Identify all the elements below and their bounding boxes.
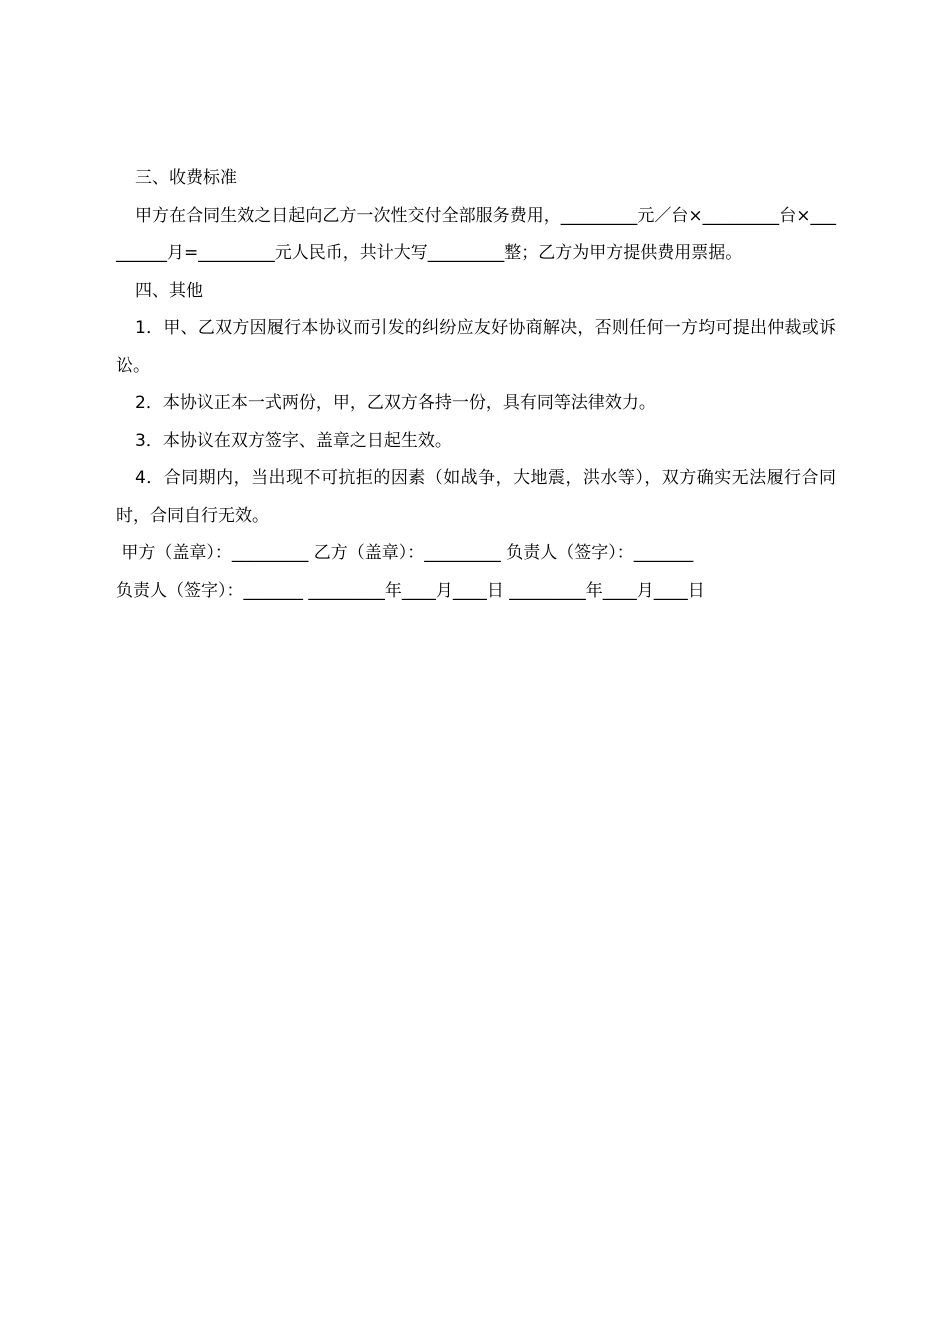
signature-line-dates: 负责人（签字）：_______ _________年____月____日 _________年____月____日 <box>116 580 705 601</box>
signature-line-parties: 甲方（盖章）：_________ 乙方（盖章）：_________ 负责人（签字）：_______ <box>116 543 694 563</box>
fee-standard-paragraph: 甲方在合同生效之日起向乙方一次性交付全部服务费用，_________元／台×_________台×_________月=_________元人民币，共计大写_________整；乙方为甲方提供费用票据。 <box>116 205 836 263</box>
clause-copies: 2．本协议正本一式两份，甲，乙双方各持一份，具有同等法律效力。 <box>135 393 656 413</box>
clause-force-majeure: 4．合同期内，当出现不可抗拒的因素（如战争，大地震，洪水等），双方确实无法履行合同时，合同自行无效。 <box>116 468 836 526</box>
clause-effective-date: 3．本协议在双方签字、盖章之日起生效。 <box>135 430 452 451</box>
contract-page <box>116 160 836 610</box>
section-three-heading: 三、收费标准 <box>135 168 237 188</box>
clause-dispute-resolution: 1．甲、乙双方因履行本协议而引发的纠纷应友好协商解决，否则任何一方均可提出仲裁或诉讼。 <box>116 318 836 376</box>
section-four-heading: 四、其他 <box>135 280 203 301</box>
